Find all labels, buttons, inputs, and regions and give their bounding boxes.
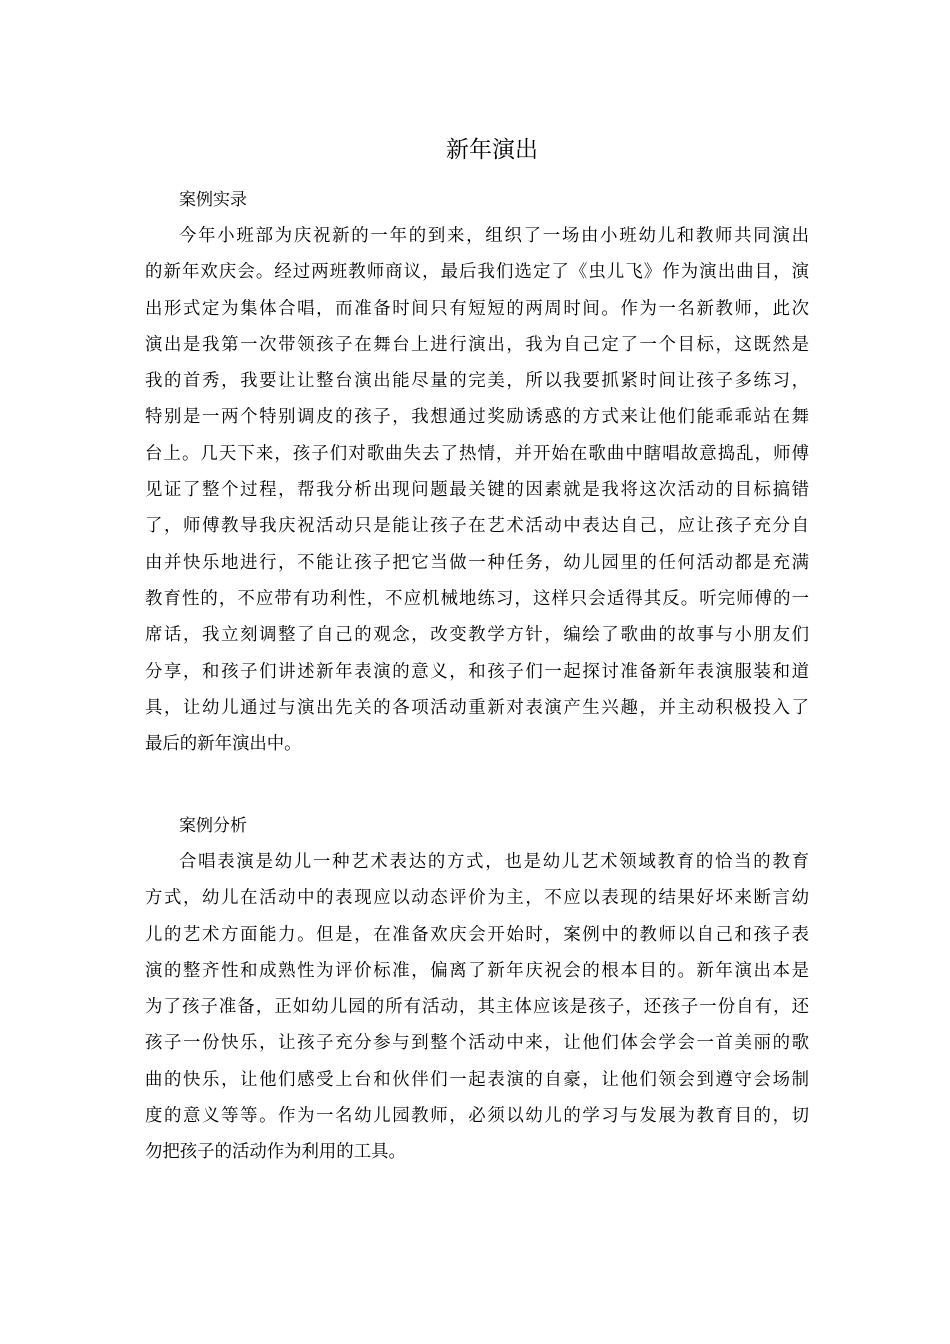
paragraph-line: 演出是我第一次带领孩子在舞台上进行演出，我为自己定了一个目标，这既然是 bbox=[145, 334, 809, 355]
paragraph-line: 见证了整个过程，帮我分析出现问题最关键的因素就是我将这次活动的目标搞错 bbox=[145, 480, 809, 501]
paragraph-line: 演的整齐性和成熟性为评价标准，偏离了新年庆祝会的根本目的。新年演出本是 bbox=[145, 960, 809, 981]
section-heading-case-record: 案例实录 bbox=[179, 190, 247, 210]
paragraph-line: 孩子一份快乐，让孩子充分参与到整个活动中来，让他们体会学会一首美丽的歌 bbox=[145, 1033, 809, 1054]
paragraph-line: 度的意义等等。作为一名幼儿园教师，必须以幼儿的学习与发展为教育目的，切 bbox=[145, 1106, 809, 1127]
paragraph-line: 我的首秀，我要让让整台演出能尽量的完美，所以我要抓紧时间让孩子多练习， bbox=[145, 371, 809, 392]
case-record-paragraph bbox=[145, 218, 809, 762]
section-heading-case-analysis: 案例分析 bbox=[179, 816, 247, 836]
paragraph-line: 儿的艺术方面能力。但是，在准备欢庆会开始时，案例中的教师以自己和孩子表 bbox=[145, 924, 809, 945]
paragraph-line: 的新年欢庆会。经过两班教师商议，最后我们选定了《虫儿飞》作为演出曲目，演 bbox=[145, 262, 809, 283]
paragraph-line: 分享，和孩子们讲述新年表演的意义，和孩子们一起探讨准备新年表演服装和道 bbox=[145, 661, 809, 682]
case-analysis-section bbox=[145, 808, 809, 1171]
paragraph-line: 勿把孩子的活动作为利用的工具。 bbox=[145, 1142, 406, 1163]
paragraph-line: 由并快乐地进行，不能让孩子把它当做一种任务，幼儿园里的任何活动都是充满 bbox=[145, 552, 809, 573]
paragraph-line: 出形式定为集体合唱，而准备时间只有短短的两周时间。作为一名新教师，此次 bbox=[145, 298, 809, 319]
paragraph-line: 教育性的，不应带有功利性，不应机械地练习，这样只会适得其反。听完师傅的一 bbox=[145, 588, 809, 609]
paragraph-line: 曲的快乐，让他们感受上台和伙伴们一起表演的自豪，让他们领会到遵守会场制 bbox=[145, 1069, 809, 1090]
paragraph-line: 席话，我立刻调整了自己的观念，改变教学方针，编绘了歌曲的故事与小朋友们 bbox=[145, 625, 809, 646]
paragraph-line: 特别是一两个特别调皮的孩子，我想通过奖励诱惑的方式来让他们能乖乖站在舞 bbox=[145, 407, 809, 428]
case-record-section bbox=[145, 182, 809, 762]
paragraph-line: 方式，幼儿在活动中的表现应以动态评价为主，不应以表现的结果好坏来断言幼 bbox=[145, 888, 809, 909]
paragraph-line: 台上。几天下来，孩子们对歌曲失去了热情，并开始在歌曲中瞎唱故意捣乱，师傅 bbox=[145, 443, 809, 464]
paragraph-line: 了，师傅教导我庆祝活动只是能让孩子在艺术活动中表达自己，应让孩子充分自 bbox=[145, 516, 809, 537]
case-analysis-paragraph bbox=[145, 844, 809, 1171]
paragraph-line: 具，让幼儿通过与演出先关的各项活动重新对表演产生兴趣，并主动积极投入了 bbox=[145, 697, 809, 718]
paragraph-line: 最后的新年演出中。 bbox=[145, 734, 302, 755]
document-title: 新年演出 bbox=[446, 137, 538, 163]
paragraph-line: 为了孩子准备，正如幼儿园的所有活动，其主体应该是孩子，还孩子一份自有，还 bbox=[145, 997, 809, 1018]
paragraph-line: 今年小班部为庆祝新的一年的到来，组织了一场由小班幼儿和教师共同演出 bbox=[179, 226, 809, 246]
paragraph-line: 合唱表演是幼儿一种艺术表达的方式，也是幼儿艺术领域教育的恰当的教育 bbox=[179, 852, 809, 872]
